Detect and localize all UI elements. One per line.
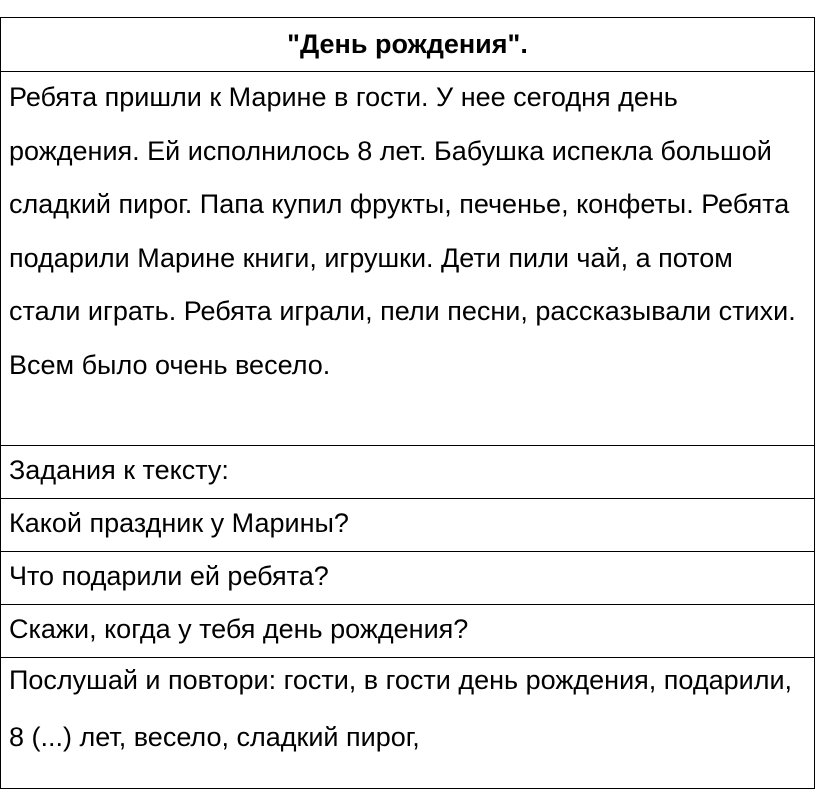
question-3: Скажи, когда у тебя день рождения?: [1, 605, 815, 658]
question-2: Что подарили ей ребята?: [1, 552, 815, 605]
worksheet-table: [0, 17, 815, 789]
story-text: Ребята пришли к Марине в гости. У нее сегодня день рождения. Ей исполнилось 8 лет. Бабушка испекла большой сладкий пирог. Папа купил фрукты, печенье, конфеты. Ребята подарили Марине книги, игрушки. Дети пили чай, а потом стали играть. Ребята играли, пели песни, рассказывали стихи. Всем было очень весело.: [9, 82, 796, 380]
worksheet-title: "День рождения".: [1, 18, 815, 72]
story-cell: [1, 72, 815, 446]
story-row: [1, 72, 815, 446]
repeat-task-text: Послушай и повтори: гости, в гости день рождения, подарили, 8 (...) лет, весело, сладкий пирог,: [9, 665, 793, 752]
tasks-heading-row: [1, 446, 815, 499]
question-row-3: [1, 605, 815, 658]
repeat-task-row: [1, 658, 815, 789]
question-row-2: [1, 552, 815, 605]
title-row: [1, 18, 815, 72]
tasks-heading: Задания к тексту:: [1, 446, 815, 499]
question-1: Какой праздник у Марины?: [1, 499, 815, 552]
repeat-task-cell: [1, 658, 815, 789]
question-row-1: [1, 499, 815, 552]
